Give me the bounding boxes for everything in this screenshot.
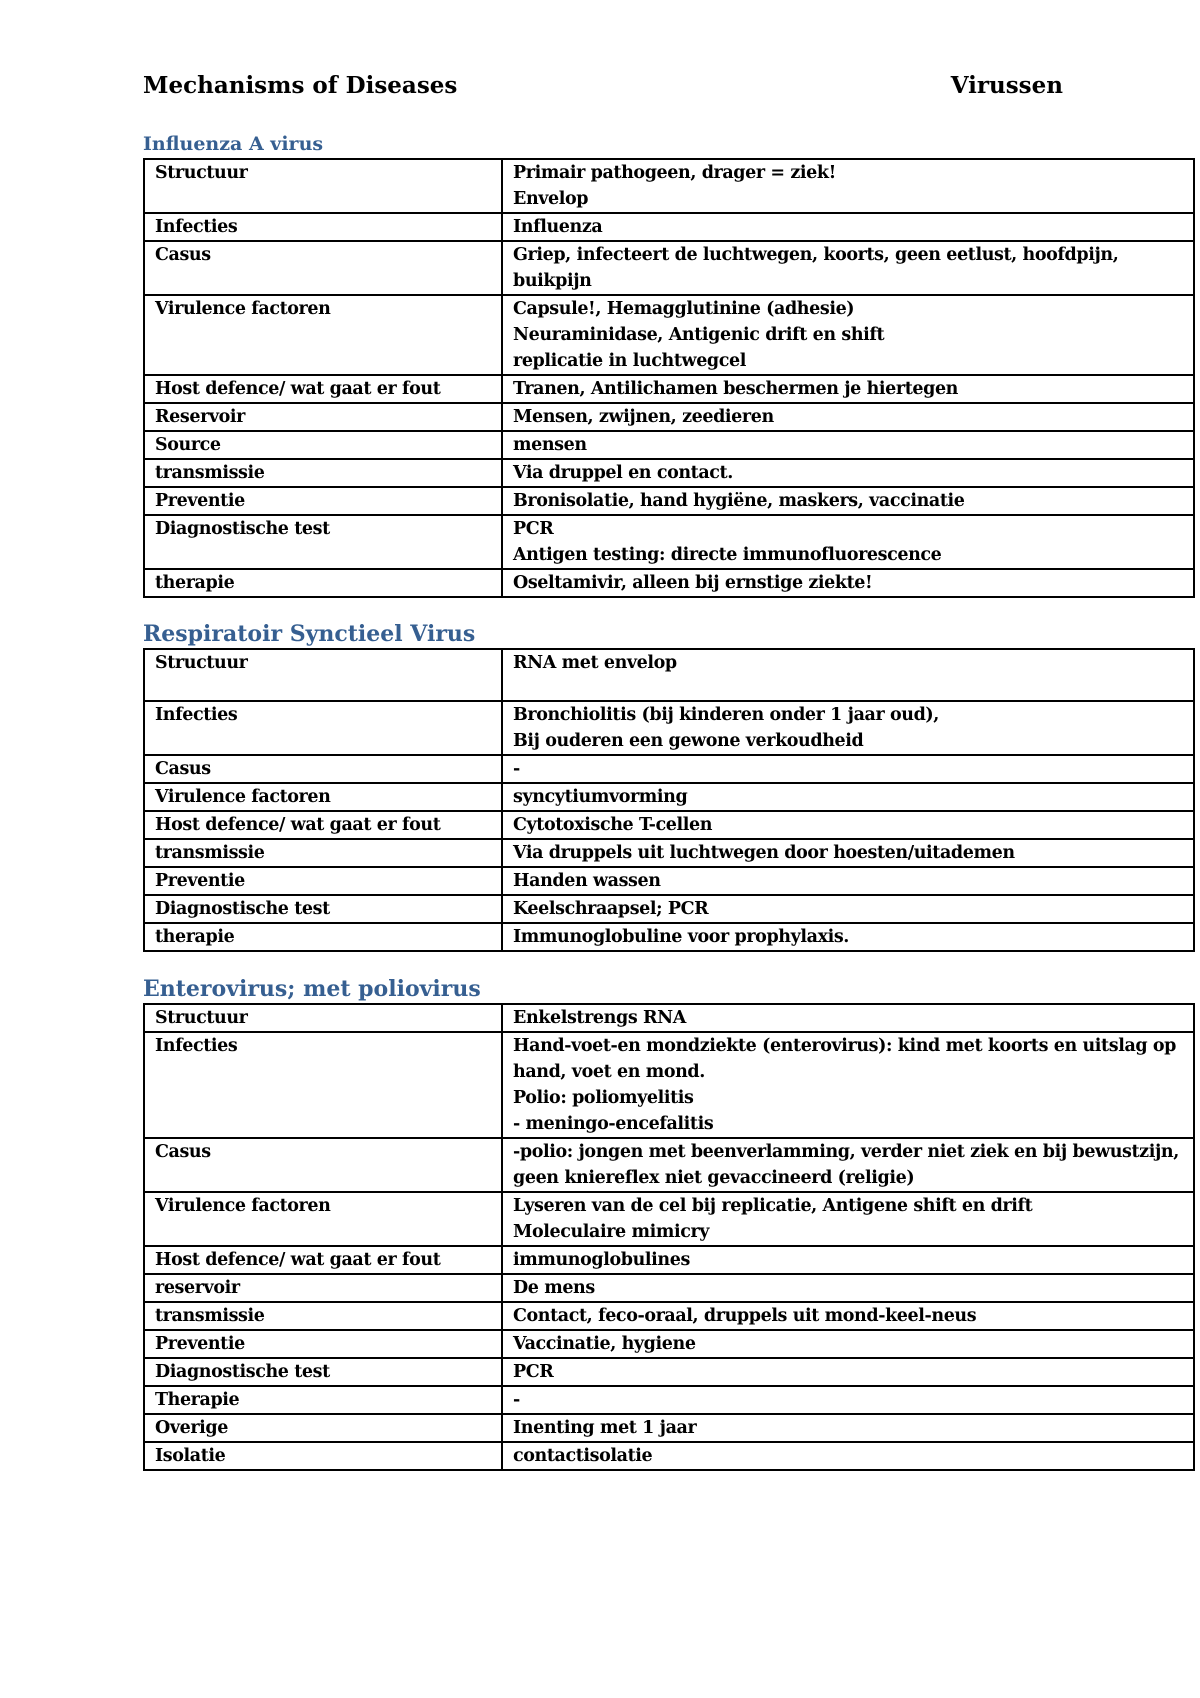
page-header <box>143 72 1063 99</box>
section-title-rsv: Respiratoir Synctieel Virus <box>143 621 476 647</box>
course-title: Mechanisms of Diseases <box>143 72 458 99</box>
row-value <box>502 783 1194 811</box>
row-value <box>502 487 1194 515</box>
table-rsv <box>143 648 1195 952</box>
table-row <box>144 895 1194 923</box>
value-line: Mensen, zwijnen, zeedieren <box>513 407 774 427</box>
row-value <box>502 923 1194 951</box>
row-value <box>502 1032 1194 1138</box>
row-label: Casus <box>144 755 502 783</box>
value-line: Lyseren van de cel bij replicatie, Antigene shift en drift <box>513 1196 1033 1216</box>
table-row <box>144 1246 1194 1274</box>
table-row <box>144 923 1194 951</box>
table-row <box>144 241 1194 295</box>
value-line: Immunoglobuline voor prophylaxis. <box>513 927 849 947</box>
row-value <box>502 649 1194 701</box>
table-row <box>144 867 1194 895</box>
table-row <box>144 1004 1194 1032</box>
row-label: Casus <box>144 241 502 295</box>
table-row <box>144 811 1194 839</box>
row-value <box>502 1274 1194 1302</box>
row-label: transmissie <box>144 839 502 867</box>
row-value <box>502 159 1194 213</box>
value-line: replicatie in luchtwegcel <box>513 351 747 371</box>
table-row <box>144 1442 1194 1470</box>
table-row <box>144 1138 1194 1192</box>
row-label: Diagnostische test <box>144 1358 502 1386</box>
table-row <box>144 701 1194 755</box>
table-row <box>144 755 1194 783</box>
row-label: Therapie <box>144 1386 502 1414</box>
row-label: Host defence/ wat gaat er fout <box>144 375 502 403</box>
table-row <box>144 159 1194 213</box>
row-value <box>502 431 1194 459</box>
row-value <box>502 1442 1194 1470</box>
row-value <box>502 1138 1194 1192</box>
row-label: Reservoir <box>144 403 502 431</box>
row-value <box>502 569 1194 597</box>
row-value <box>502 1386 1194 1414</box>
value-line: Keelschraapsel; PCR <box>513 899 709 919</box>
table-row <box>144 295 1194 375</box>
value-line: Primair pathogeen, drager = ziek! <box>513 163 836 183</box>
value-line: Via druppel en contact. <box>513 463 733 483</box>
value-line: buikpijn <box>513 271 592 291</box>
table-row <box>144 403 1194 431</box>
row-label: Isolatie <box>144 1442 502 1470</box>
row-value <box>502 1246 1194 1274</box>
section-title-influenza: Influenza A virus <box>143 133 324 155</box>
value-line: Moleculaire mimicry <box>513 1222 710 1242</box>
table-row <box>144 783 1194 811</box>
value-line: - <box>513 759 520 779</box>
value-line: Envelop <box>513 189 589 209</box>
value-line: Hand-voet-en mondziekte (enterovirus): kind met koorts en uitslag op <box>513 1036 1177 1056</box>
value-line: Griep, infecteert de luchtwegen, koorts, geen eetlust, hoofdpijn, <box>513 245 1119 265</box>
row-label: Host defence/ wat gaat er fout <box>144 811 502 839</box>
value-line: RNA met envelop <box>513 653 677 673</box>
table-row <box>144 569 1194 597</box>
value-line: Vaccinatie, hygiene <box>513 1334 696 1354</box>
value-line: Contact, feco-oraal, druppels uit mond-keel-neus <box>513 1306 977 1326</box>
row-label: Infecties <box>144 213 502 241</box>
row-value <box>502 403 1194 431</box>
value-line: Bij ouderen een gewone verkoudheid <box>513 731 864 751</box>
row-label: transmissie <box>144 459 502 487</box>
row-label: Structuur <box>144 159 502 213</box>
row-label: Preventie <box>144 1330 502 1358</box>
table-row <box>144 213 1194 241</box>
row-value <box>502 295 1194 375</box>
value-line: Handen wassen <box>513 871 661 891</box>
row-label: therapie <box>144 923 502 951</box>
row-value <box>502 867 1194 895</box>
row-value <box>502 755 1194 783</box>
value-line: Tranen, Antilichamen beschermen je hiertegen <box>513 379 959 399</box>
table-row <box>144 1358 1194 1386</box>
row-value <box>502 213 1194 241</box>
section-title-enterovirus: Enterovirus; met poliovirus <box>143 976 481 1002</box>
value-line: Polio: poliomyelitis <box>513 1088 694 1108</box>
row-label: Casus <box>144 1138 502 1192</box>
row-value <box>502 1358 1194 1386</box>
table-row <box>144 1302 1194 1330</box>
row-label: Preventie <box>144 487 502 515</box>
row-value <box>502 515 1194 569</box>
value-line: Bronchiolitis (bij kinderen onder 1 jaar oud), <box>513 705 939 725</box>
row-label: Diagnostische test <box>144 515 502 569</box>
value-line: De mens <box>513 1278 595 1298</box>
row-label: Host defence/ wat gaat er fout <box>144 1246 502 1274</box>
row-label: Overige <box>144 1414 502 1442</box>
row-value <box>502 811 1194 839</box>
table-row <box>144 375 1194 403</box>
row-value <box>502 1004 1194 1032</box>
value-line: - <box>513 1390 520 1410</box>
subject-title: Virussen <box>950 72 1063 99</box>
value-line: Via druppels uit luchtwegen door hoesten/uitademen <box>513 843 1015 863</box>
table-row <box>144 515 1194 569</box>
row-label: Diagnostische test <box>144 895 502 923</box>
value-line: PCR <box>513 1362 554 1382</box>
table-enterovirus <box>143 1003 1195 1471</box>
row-value <box>502 459 1194 487</box>
row-label: Infecties <box>144 1032 502 1138</box>
value-line: Neuraminidase, Antigenic drift en shift <box>513 325 885 345</box>
table-row <box>144 1274 1194 1302</box>
value-line: -polio: jongen met beenverlamming, verder niet ziek en bij bewustzijn, <box>513 1142 1179 1162</box>
value-line: Antigen testing: directe immunofluorescence <box>513 545 942 565</box>
row-label: transmissie <box>144 1302 502 1330</box>
value-line: Inenting met 1 jaar <box>513 1418 697 1438</box>
row-label: Virulence factoren <box>144 295 502 375</box>
table-row <box>144 1032 1194 1138</box>
row-label: Infecties <box>144 701 502 755</box>
row-value <box>502 1302 1194 1330</box>
table-row <box>144 1414 1194 1442</box>
row-value <box>502 375 1194 403</box>
value-line: Capsule!, Hemagglutinine (adhesie) <box>513 299 855 319</box>
row-label: Virulence factoren <box>144 783 502 811</box>
row-label: Preventie <box>144 867 502 895</box>
row-label: Source <box>144 431 502 459</box>
row-value <box>502 1192 1194 1246</box>
value-line: - meningo-encefalitis <box>513 1114 714 1134</box>
value-line: Oseltamivir, alleen bij ernstige ziekte! <box>513 573 873 593</box>
row-label: reservoir <box>144 1274 502 1302</box>
value-line: Bronisolatie, hand hygiëne, maskers, vaccinatie <box>513 491 965 511</box>
table-row <box>144 459 1194 487</box>
table-row <box>144 839 1194 867</box>
table-row <box>144 487 1194 515</box>
table-row <box>144 1192 1194 1246</box>
value-line: geen kniereflex niet gevaccineerd (religie) <box>513 1168 915 1188</box>
value-line: syncytiumvorming <box>513 787 688 807</box>
value-line: contactisolatie <box>513 1446 653 1466</box>
row-value <box>502 1414 1194 1442</box>
table-row <box>144 1330 1194 1358</box>
table-row <box>144 649 1194 701</box>
value-line: Enkelstrengs RNA <box>513 1008 686 1028</box>
row-value <box>502 839 1194 867</box>
row-label: therapie <box>144 569 502 597</box>
value-line: hand, voet en mond. <box>513 1062 705 1082</box>
value-line: PCR <box>513 519 554 539</box>
table-row <box>144 431 1194 459</box>
row-label: Structuur <box>144 649 502 701</box>
value-line: Cytotoxische T-cellen <box>513 815 713 835</box>
row-value <box>502 895 1194 923</box>
value-line: mensen <box>513 435 587 455</box>
row-value <box>502 701 1194 755</box>
value-line: immunoglobulines <box>513 1250 690 1270</box>
row-value <box>502 1330 1194 1358</box>
value-line: Influenza <box>513 217 603 237</box>
table-row <box>144 1386 1194 1414</box>
row-label: Virulence factoren <box>144 1192 502 1246</box>
row-value <box>502 241 1194 295</box>
table-influenza <box>143 158 1195 598</box>
row-label: Structuur <box>144 1004 502 1032</box>
